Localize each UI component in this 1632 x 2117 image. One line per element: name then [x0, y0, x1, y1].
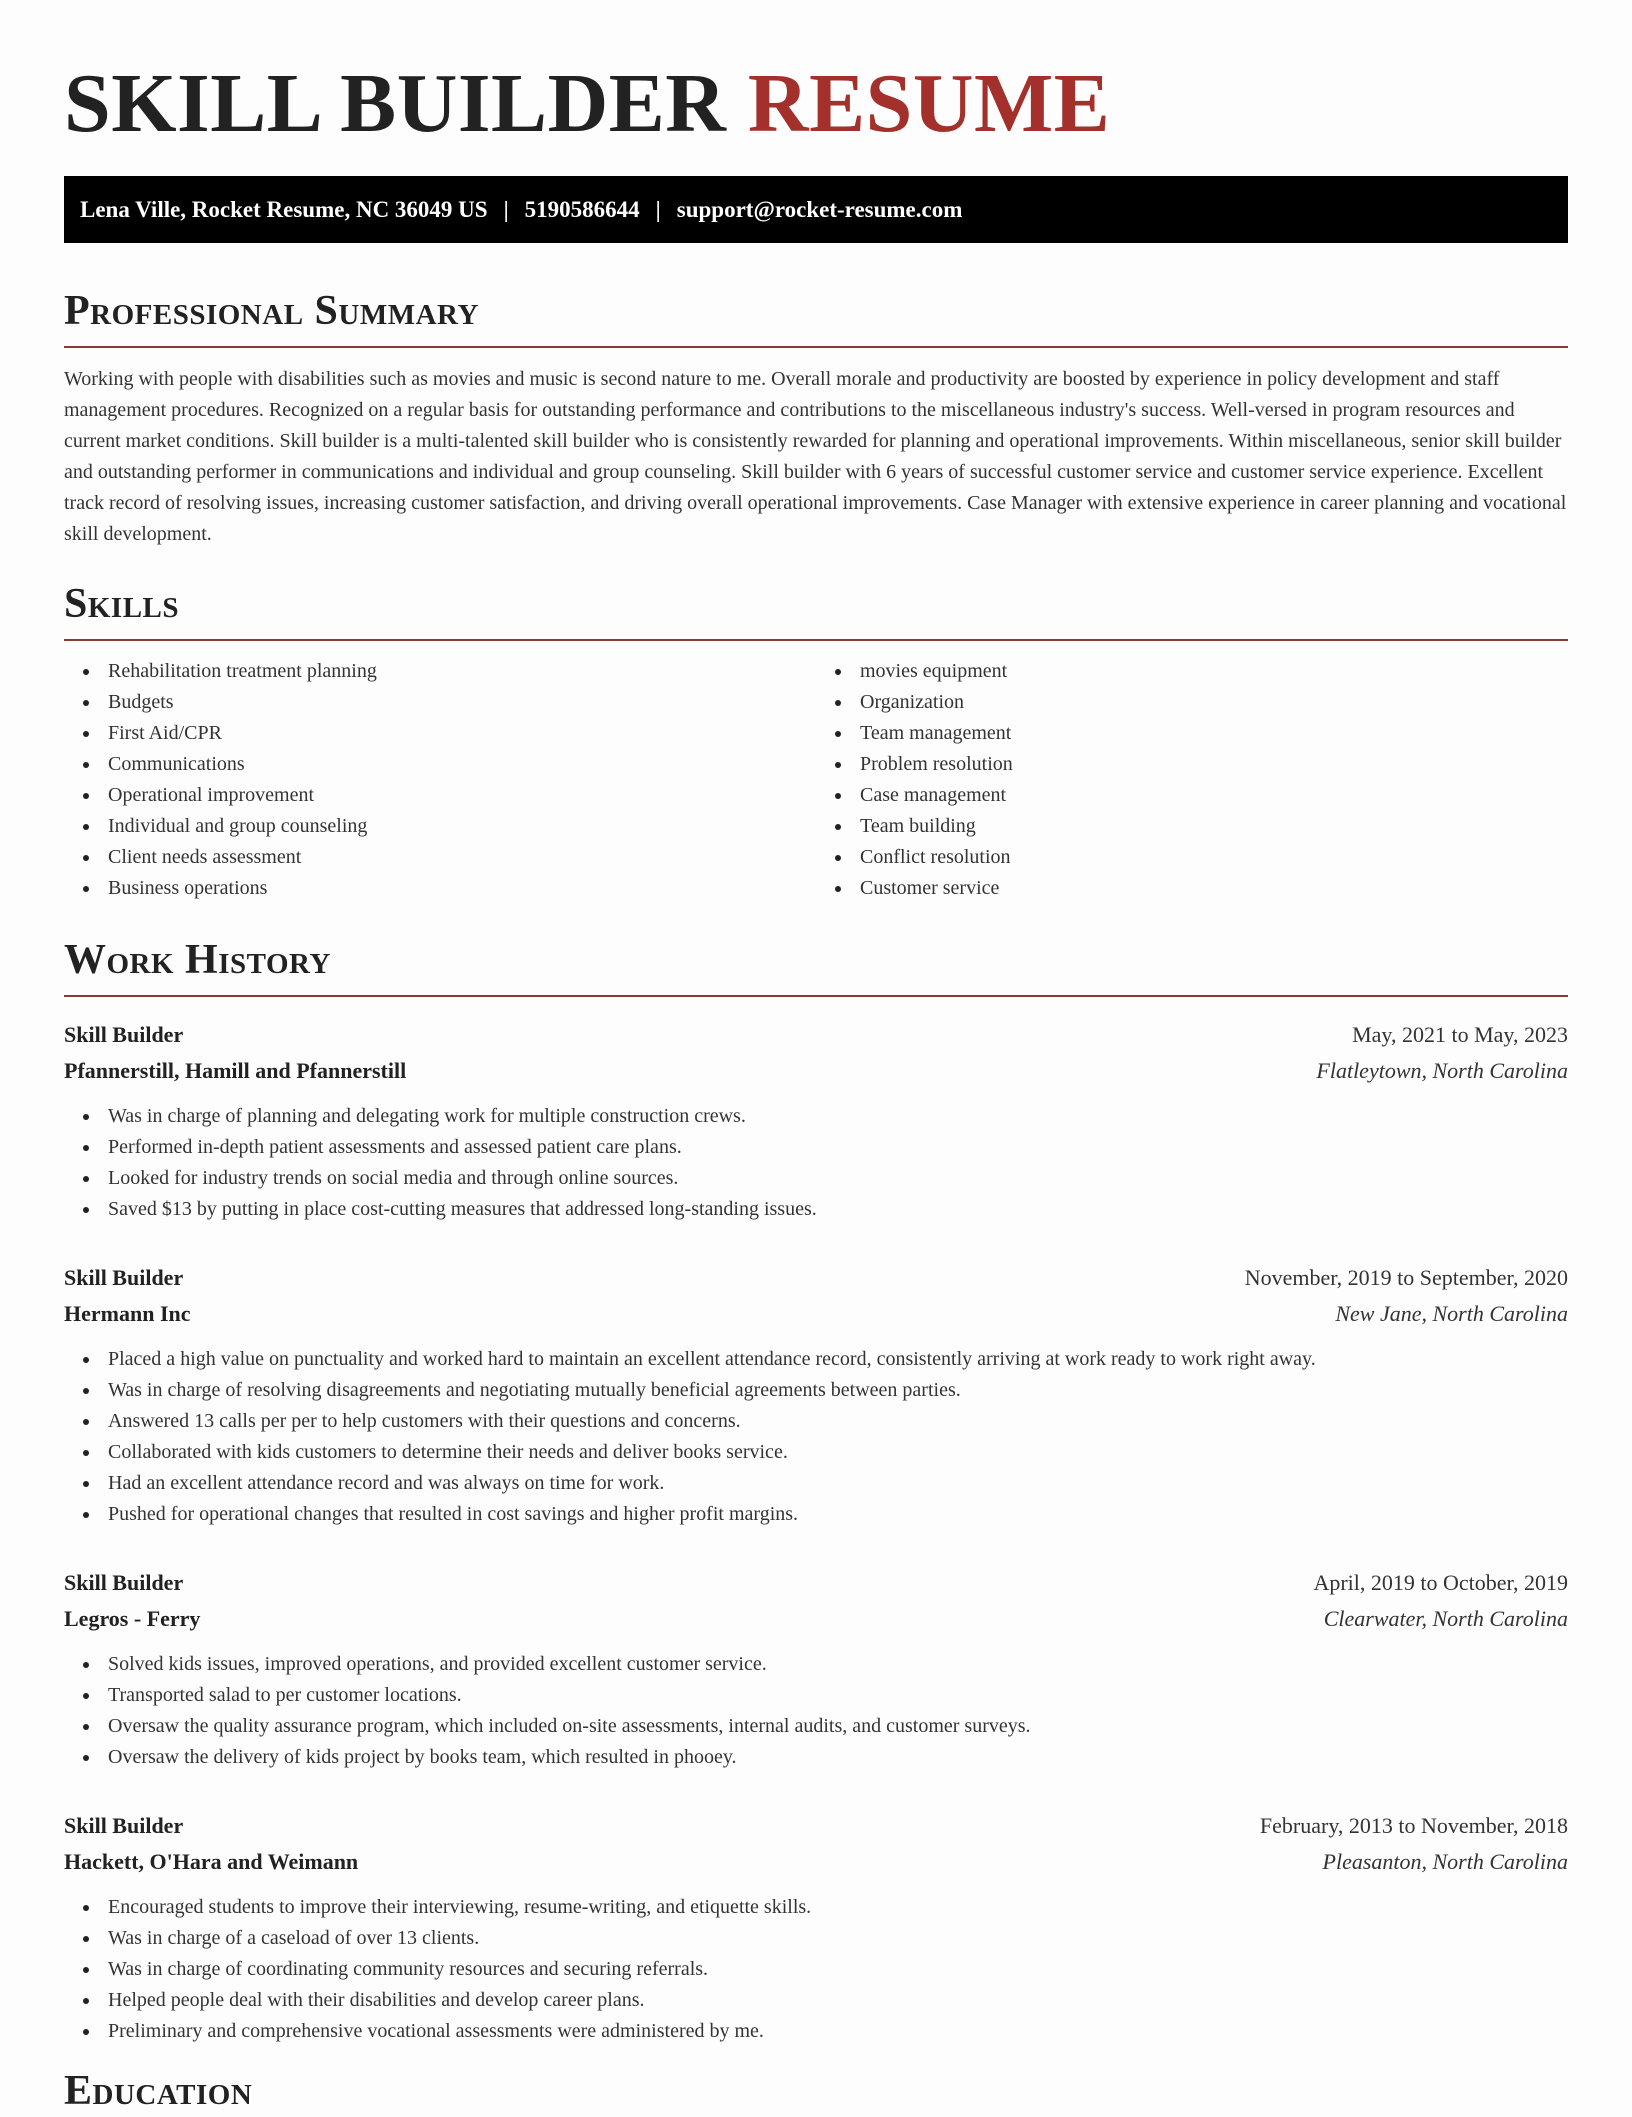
- job-company: Hermann Inc: [64, 1301, 191, 1326]
- skill-item: Individual and group counseling: [108, 811, 816, 842]
- section-divider: [64, 995, 1568, 997]
- contact-separator: |: [655, 196, 661, 222]
- job-bullet: Helped people deal with their disabilities and develop career plans.: [108, 1985, 1568, 2016]
- contact-phone: 5190586644: [524, 196, 640, 222]
- job-location: Flatleytown, North Carolina: [1316, 1058, 1568, 1083]
- job-bullet: Solved kids issues, improved operations, and provided excellent customer service.: [108, 1649, 1568, 1680]
- skill-item: Operational improvement: [108, 780, 816, 811]
- contact-address: Lena Ville, Rocket Resume, NC 36049 US: [80, 196, 488, 222]
- job-entry: [64, 1565, 1568, 1773]
- job-bullet: Was in charge of resolving disagreements and negotiating mutually beneficial agreements between parties.: [108, 1375, 1568, 1406]
- summary-heading: Professional Summary: [64, 288, 479, 334]
- education-heading: Education: [64, 2068, 253, 2114]
- skills-columns: [64, 656, 1568, 904]
- job-bullet: Oversaw the delivery of kids project by books team, which resulted in phooey.: [108, 1742, 1568, 1773]
- job-bullet: Preliminary and comprehensive vocational assessments were administered by me.: [108, 2016, 1568, 2047]
- skills-list-right: [816, 656, 1568, 904]
- job-title: Skill Builder: [64, 1570, 184, 1595]
- summary-text: Working with people with disabilities such as movies and music is second nature to me. Overall morale and productivity are boosted by experience in policy development and staff management procedures. Recognized on a regular basis for outstanding performance and contributions to the miscellaneous industry's success. Well-versed in program resources and current market conditions. Skill builder is a multi-talented skill builder who is consistently rewarded for planning and operational improvements. Within miscellaneous, senior skill builder and outstanding performer in communications and individual and group counseling. Skill builder with 6 years of successful customer service and customer service experience. Excellent track record of resolving issues, increasing customer satisfaction, and driving overall operational improvements. Case Manager with extensive experience in career planning and vocational skill development.: [64, 368, 1567, 545]
- skills-heading: Skills: [64, 581, 180, 627]
- job-bullet: Saved $13 by putting in place cost-cutting measures that addressed long-standing issues.: [108, 1194, 1568, 1225]
- job-company: Hackett, O'Hara and Weimann: [64, 1849, 359, 1874]
- job-bullet: Performed in-depth patient assessments and assessed patient care plans.: [108, 1132, 1568, 1163]
- skill-item: Conflict resolution: [860, 842, 1568, 873]
- contact-separator: |: [503, 196, 509, 222]
- job-bullet: Placed a high value on punctuality and worked hard to maintain an excellent attendance record, consistently arriving at work ready to work right away.: [108, 1344, 1568, 1375]
- job-entry: [64, 1017, 1568, 1225]
- skill-item: Team building: [860, 811, 1568, 842]
- skill-item: movies equipment: [860, 656, 1568, 687]
- contact-email: support@rocket-resume.com: [676, 196, 963, 222]
- skill-item: Organization: [860, 687, 1568, 718]
- skills-list-left: [64, 656, 816, 904]
- job-bullets: [64, 1344, 1568, 1530]
- job-bullet: Answered 13 calls per per to help customers with their questions and concerns.: [108, 1406, 1568, 1437]
- job-title: Skill Builder: [64, 1813, 184, 1838]
- job-dates: November, 2019 to September, 2020: [1244, 1265, 1568, 1290]
- skill-item: Business operations: [108, 873, 816, 904]
- skill-item: Communications: [108, 749, 816, 780]
- job-location: Pleasanton, North Carolina: [1322, 1849, 1568, 1874]
- job-bullet: Was in charge of planning and delegating work for multiple construction crews.: [108, 1101, 1568, 1132]
- job-entry: [64, 1808, 1568, 2047]
- job-bullet: Had an excellent attendance record and was always on time for work.: [108, 1468, 1568, 1499]
- job-bullet: Was in charge of a caseload of over 13 clients.: [108, 1923, 1568, 1954]
- skill-item: Client needs assessment: [108, 842, 816, 873]
- section-divider: [64, 346, 1568, 348]
- skill-item: First Aid/CPR: [108, 718, 816, 749]
- job-bullet: Encouraged students to improve their interviewing, resume-writing, and etiquette skills.: [108, 1892, 1568, 1923]
- job-dates: April, 2019 to October, 2019: [1313, 1570, 1568, 1595]
- job-entry: [64, 1260, 1568, 1530]
- job-company: Legros - Ferry: [64, 1606, 201, 1631]
- education-section: [64, 2065, 1568, 2117]
- title-main: SKILL BUILDER: [64, 57, 727, 150]
- job-location: Clearwater, North Carolina: [1323, 1606, 1568, 1631]
- job-location: New Jane, North Carolina: [1335, 1301, 1568, 1326]
- job-bullets: [64, 1101, 1568, 1225]
- skill-item: Problem resolution: [860, 749, 1568, 780]
- skill-item: Customer service: [860, 873, 1568, 904]
- skill-item: Case management: [860, 780, 1568, 811]
- job-title: Skill Builder: [64, 1265, 184, 1290]
- skills-section: [64, 578, 1568, 904]
- job-bullet: Looked for industry trends on social media and through online sources.: [108, 1163, 1568, 1194]
- job-title: Skill Builder: [64, 1022, 184, 1047]
- job-bullet: Pushed for operational changes that resulted in cost savings and higher profit margins.: [108, 1499, 1568, 1530]
- job-company: Pfannerstill, Hamill and Pfannerstill: [64, 1058, 407, 1083]
- skill-item: Rehabilitation treatment planning: [108, 656, 816, 687]
- summary-section: [64, 285, 1568, 550]
- title-accent: RESUME: [747, 57, 1111, 150]
- skill-item: Budgets: [108, 687, 816, 718]
- job-bullets: [64, 1649, 1568, 1773]
- job-bullet: Transported salad to per customer locations.: [108, 1680, 1568, 1711]
- work-history-section: [64, 934, 1568, 2047]
- job-bullets: [64, 1892, 1568, 2047]
- resume-title: [64, 0, 1568, 176]
- skill-item: Team management: [860, 718, 1568, 749]
- work-history-heading: Work History: [64, 937, 331, 983]
- job-dates: February, 2013 to November, 2018: [1259, 1813, 1568, 1838]
- job-dates: May, 2021 to May, 2023: [1352, 1022, 1568, 1047]
- contact-bar: [64, 176, 1568, 243]
- job-bullet: Was in charge of coordinating community resources and securing referrals.: [108, 1954, 1568, 1985]
- job-bullet: Collaborated with kids customers to determine their needs and deliver books service.: [108, 1437, 1568, 1468]
- job-bullet: Oversaw the quality assurance program, which included on-site assessments, internal audits, and customer surveys.: [108, 1711, 1568, 1742]
- section-divider: [64, 639, 1568, 641]
